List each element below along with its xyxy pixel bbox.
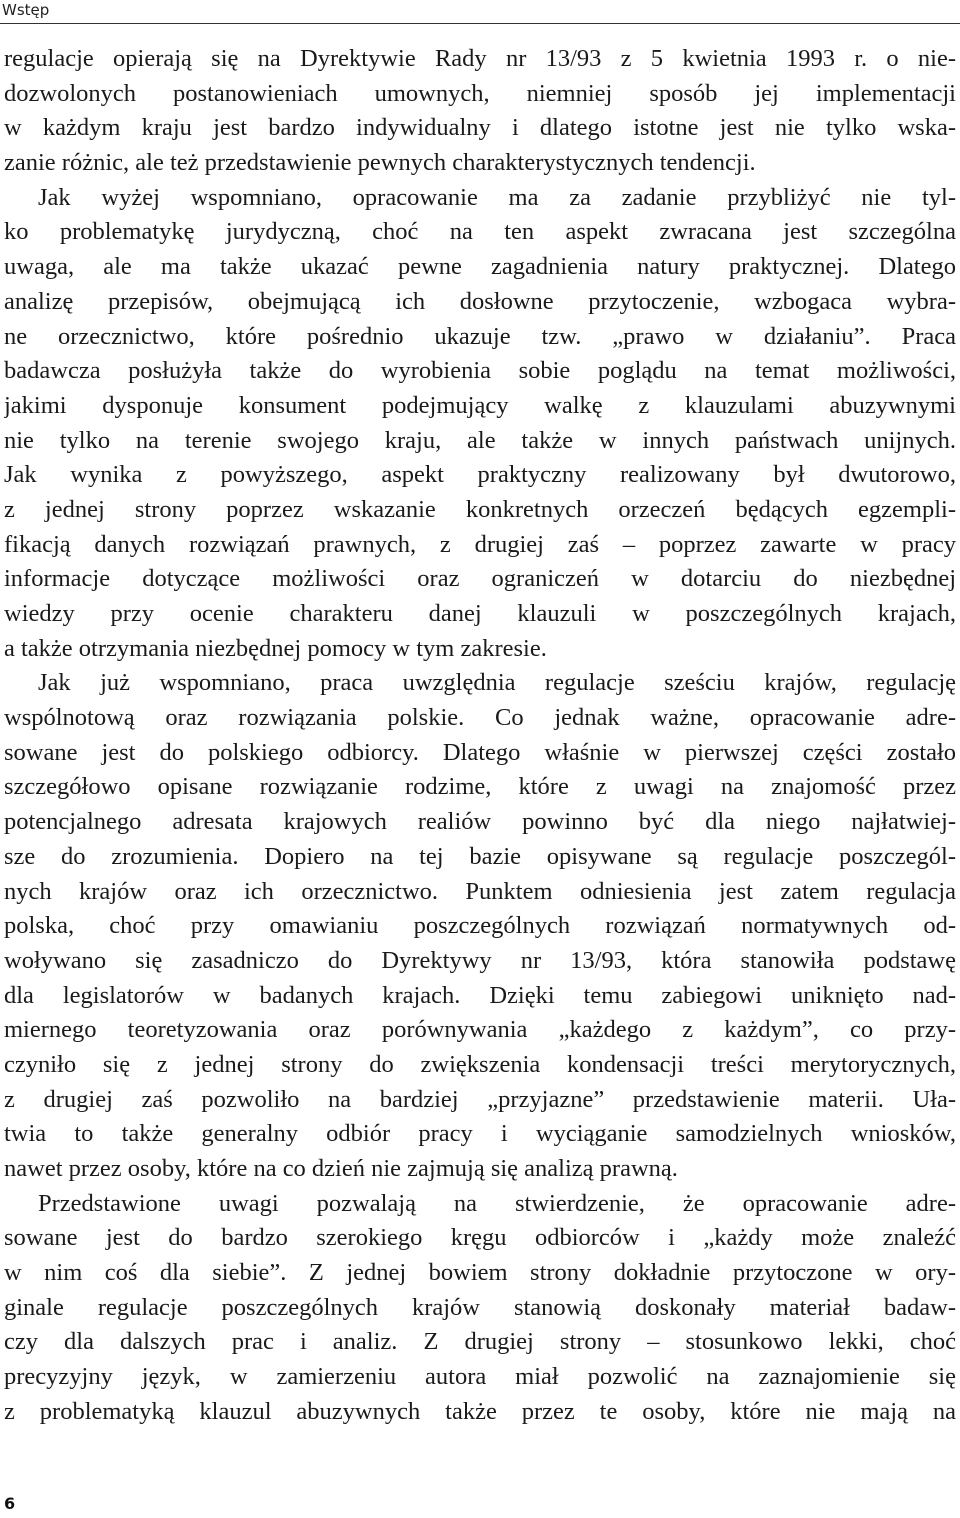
text-line: Jak wynika z powyższego, aspekt praktyczny realizowany był dwutorowo, bbox=[4, 461, 956, 489]
text-line: szczegółowo opisane rozwiązanie rodzime, które z uwagi na znajomość przez bbox=[4, 773, 956, 801]
text-line: z problematyką klauzul abuzywnych także przez te osoby, które nie mają na bbox=[4, 1397, 956, 1425]
running-head: Wstęp bbox=[2, 1, 50, 19]
text-line: miernego teoretyzowania oraz porównywania „każdego z każdym”, co przy- bbox=[4, 1016, 956, 1044]
text-line: Jak wyżej wspomniano, opracowanie ma za zadanie przybliżyć nie tyl- bbox=[38, 183, 956, 211]
text-line: potencjalnego adresata krajowych realiów powinno być dla niego najłatwiej- bbox=[4, 808, 956, 836]
text-line: nawet przez osoby, które na co dzień nie zajmują się analizą prawną. bbox=[4, 1155, 678, 1182]
text-line: sowane jest do bardzo szerokiego kręgu odbiorców i „każdy może znaleźć bbox=[4, 1224, 956, 1252]
text-line: Przedstawione uwagi pozwalają na stwierdzenie, że opracowanie adre- bbox=[38, 1189, 956, 1217]
text-line: woływano się zasadniczo do Dyrektywy nr 13/93, która stanowiła podstawę bbox=[4, 946, 956, 974]
text-line: ne orzecznictwo, które pośrednio ukazuje tzw. „prawo w działaniu”. Praca bbox=[4, 322, 956, 350]
text-line: a także otrzymania niezbędnej pomocy w tym zakresie. bbox=[4, 634, 547, 662]
text-line: precyzyjny język, w zamierzeniu autora miał pozwolić na zaznajomienie się bbox=[4, 1363, 956, 1391]
text-line: informacje dotyczące możliwości oraz ograniczeń w dotarciu do niezbędnej bbox=[4, 565, 956, 593]
text-line: regulacje opierają się na Dyrektywie Rady nr 13/93 z 5 kwietnia 1993 r. o nie- bbox=[4, 45, 956, 72]
page-number: 6 bbox=[4, 1494, 16, 1513]
text-line: sowane jest do polskiego odbiorcy. Dlatego właśnie w pierwszej części zostało bbox=[4, 738, 956, 766]
text-line: w każdym kraju jest bardzo indywidualny i dlatego istotne jest nie tylko wska- bbox=[4, 114, 956, 142]
text-line: badawcza posłużyła także do wyrobienia sobie poglądu na temat możliwości, bbox=[4, 357, 956, 385]
text-line: zanie różnic, ale też przedstawienie pewnych charakterystycznych tendencji. bbox=[4, 149, 756, 177]
text-line: analizę przepisów, obejmującą ich dosłowne przytoczenie, wzbogaca wybra- bbox=[4, 287, 956, 315]
text-line: czy dla dalszych prac i analiz. Z drugiej strony – stosunkowo lekki, choć bbox=[4, 1328, 956, 1356]
text-line: ginale regulacje poszczególnych krajów stanowią doskonały materiał badaw- bbox=[4, 1293, 956, 1321]
text-line: nych krajów oraz ich orzecznictwo. Punktem odniesienia jest zatem regulacja bbox=[4, 877, 956, 905]
text-line: dla legislatorów w badanych krajach. Dzięki temu zabiegowi uniknięto nad- bbox=[4, 981, 956, 1009]
text-line: z drugiej zaś pozwoliło na bardziej „przyjazne” przedstawienie materii. Uła- bbox=[4, 1085, 956, 1113]
text-line: dozwolonych postanowieniach umownych, niemniej sposób jej implementacji bbox=[4, 79, 956, 107]
text-line: twia to także generalny odbiór pracy i wyciąganie samodzielnych wniosków, bbox=[4, 1120, 956, 1148]
text-line: z jednej strony poprzez wskazanie konkretnych orzeczeń będących egzempli- bbox=[4, 495, 956, 523]
text-line: wspólnotową oraz rozwiązania polskie. Co jednak ważne, opracowanie adre- bbox=[4, 704, 956, 732]
text-line: w nim coś dla siebie”. Z jednej bowiem strony dokładnie przytoczone w ory- bbox=[4, 1259, 956, 1287]
text-line: fikacją danych rozwiązań prawnych, z drugiej zaś – poprzez zawarte w pracy bbox=[4, 530, 956, 558]
text-line: Jak już wspomniano, praca uwzględnia regulacje sześciu krajów, regulację bbox=[38, 669, 956, 697]
text-line: uwaga, ale ma także ukazać pewne zagadnienia natury praktycznej. Dlatego bbox=[4, 253, 956, 281]
text-line: ko problematykę jurydyczną, choć na ten aspekt zwracana jest szczególna bbox=[4, 218, 956, 246]
header-rule bbox=[0, 23, 960, 24]
text-line: wiedzy przy ocenie charakteru danej klauzuli w poszczególnych krajach, bbox=[4, 600, 956, 627]
body-text bbox=[4, 42, 956, 1430]
text-line: czyniło się z jednej strony do zwiększenia kondensacji treści merytorycznych, bbox=[4, 1050, 956, 1078]
text-line: nie tylko na terenie swojego kraju, ale także w innych państwach unijnych. bbox=[4, 426, 956, 454]
text-line: sze do zrozumienia. Dopiero na tej bazie opisywane są regulacje poszczegól- bbox=[4, 842, 956, 870]
text-line: jakimi dysponuje konsument podejmujący walkę z klauzulami abuzywnymi bbox=[4, 391, 956, 419]
text-line: polska, choć przy omawianiu poszczególnych rozwiązań normatywnych od- bbox=[4, 912, 956, 940]
